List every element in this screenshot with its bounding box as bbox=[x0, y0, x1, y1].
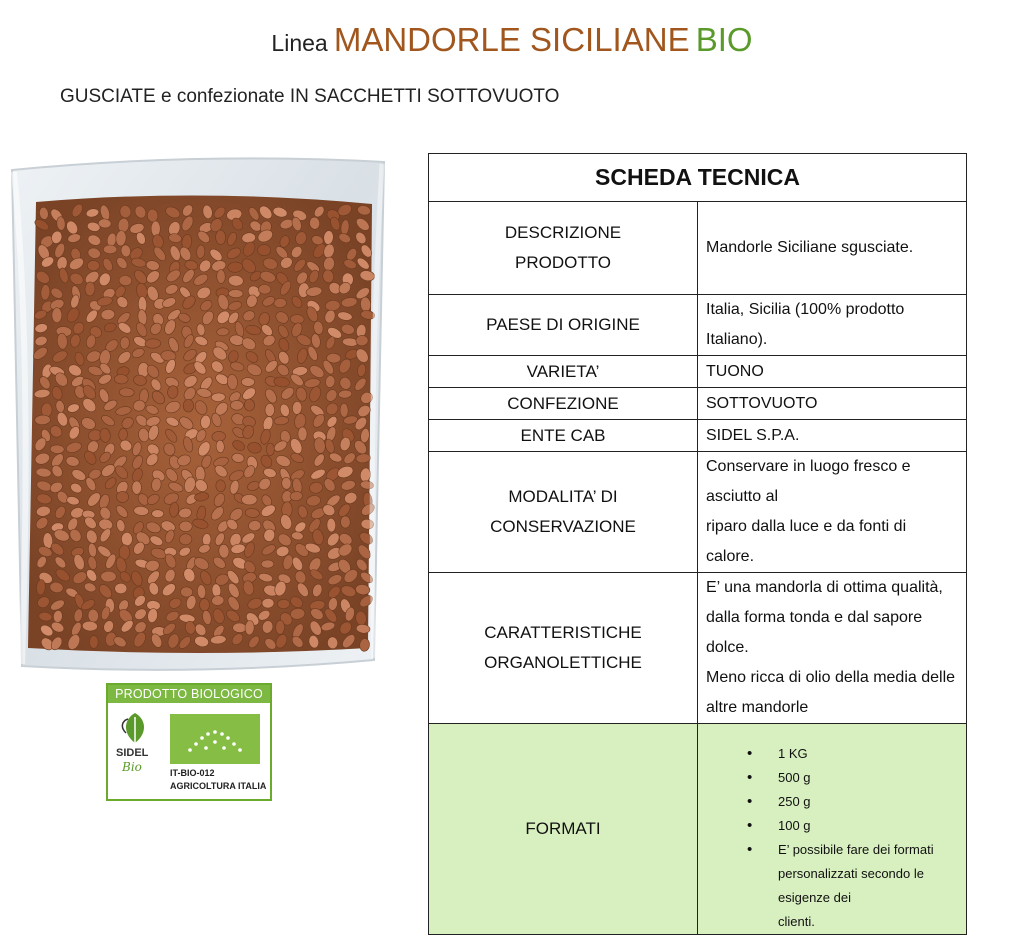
almond-shape bbox=[290, 314, 304, 323]
eu-star-icon bbox=[220, 732, 224, 736]
eu-star-icon bbox=[226, 736, 230, 740]
almond-shape bbox=[216, 269, 225, 283]
value-line: TUONO bbox=[706, 362, 764, 380]
label-line: PAESE DI ORIGINE bbox=[486, 315, 640, 334]
value-line: dalla forma tonda e dal sapore dolce. bbox=[706, 609, 923, 656]
eu-star-icon bbox=[238, 748, 242, 752]
note-line: • E’ possibile fare dei formati bbox=[778, 842, 934, 857]
almond-shape bbox=[265, 403, 275, 416]
sidel-leaf-icon bbox=[118, 711, 152, 745]
list-item: • 1 KG bbox=[778, 742, 956, 766]
row-label bbox=[429, 573, 698, 724]
almond-shape bbox=[233, 623, 247, 633]
row-label bbox=[429, 452, 698, 573]
value-line: riparo dalla luce e da fonti di calore. bbox=[706, 518, 907, 565]
table-row bbox=[429, 573, 967, 724]
almond-shape bbox=[89, 636, 98, 649]
value-line: Conservare in luogo fresco e asciutto al bbox=[706, 458, 911, 505]
row-label bbox=[429, 356, 698, 388]
certification-code: IT-BIO-012 bbox=[170, 768, 215, 778]
label-line: DESCRIZIONE bbox=[504, 223, 622, 242]
almond-shape bbox=[230, 400, 243, 410]
almond-shape bbox=[258, 284, 271, 294]
eu-star-icon bbox=[200, 736, 204, 740]
almond-shape bbox=[228, 289, 243, 297]
almond-shape bbox=[275, 620, 284, 634]
title-lead: Linea bbox=[271, 30, 328, 56]
title-product: MANDORLE SICILIANE bbox=[333, 21, 690, 58]
eu-star-icon bbox=[204, 746, 208, 750]
almond-bag-illustration bbox=[2, 152, 394, 676]
eu-organic-leaf-icon bbox=[170, 714, 260, 764]
row-value bbox=[698, 388, 967, 420]
sheet-title: SCHEDA TECNICA bbox=[429, 154, 967, 202]
value-line: SIDEL S.P.A. bbox=[706, 426, 800, 444]
list-item: • 500 g bbox=[778, 766, 956, 790]
almond-shape bbox=[261, 560, 274, 568]
value-line: Meno ricca di olio della media delle bbox=[706, 669, 956, 686]
almond-shape bbox=[145, 339, 161, 349]
almond-shape bbox=[103, 245, 117, 254]
technical-sheet-table bbox=[428, 153, 967, 935]
list-item: • 100 g bbox=[778, 814, 956, 838]
note-line: personalizzati secondo le esigenze dei bbox=[778, 866, 924, 905]
label-line: CARATTERISTICHE bbox=[484, 623, 642, 642]
almond-shape bbox=[151, 221, 160, 237]
list-item bbox=[778, 838, 956, 934]
eu-star-icon bbox=[188, 748, 192, 752]
badge-brand: SIDEL bbox=[116, 747, 149, 759]
label-line: MODALITA’ DI bbox=[508, 487, 618, 506]
value-line: altre mandorle bbox=[706, 699, 809, 716]
row-value bbox=[698, 452, 967, 573]
almond-shape bbox=[266, 443, 274, 455]
row-value bbox=[698, 573, 967, 724]
eu-star-icon bbox=[206, 732, 210, 736]
almond-shape bbox=[281, 477, 291, 489]
label-line: CONFEZIONE bbox=[507, 393, 619, 413]
almond-shape bbox=[215, 230, 225, 245]
value-line: Italia, Sicilia (100% prodotto Italiano). bbox=[706, 301, 905, 348]
page-title bbox=[0, 18, 1024, 66]
eu-star-icon bbox=[194, 742, 198, 746]
almond-shape bbox=[52, 308, 62, 323]
value-line: E’ una mandorla di ottima qualità, bbox=[706, 579, 943, 596]
table-row bbox=[429, 420, 967, 452]
almond-shape bbox=[132, 481, 142, 494]
eu-star-icon bbox=[232, 742, 236, 746]
almond-shape bbox=[116, 491, 129, 502]
almond-shape bbox=[152, 510, 164, 518]
almond-shape bbox=[115, 583, 127, 594]
almond-shape bbox=[298, 427, 307, 441]
label-line: VARIETA’ bbox=[526, 361, 600, 381]
row-value bbox=[698, 420, 967, 452]
badge-brand-sub: Bio bbox=[122, 760, 142, 774]
almond-shape bbox=[87, 260, 100, 271]
row-label bbox=[429, 388, 698, 420]
table-row bbox=[429, 202, 967, 295]
certification-country: AGRICOLTURA ITALIA bbox=[170, 781, 267, 791]
table-row bbox=[429, 452, 967, 573]
row-label bbox=[429, 295, 698, 356]
almond-shape bbox=[199, 599, 209, 612]
value-line: Mandorle Siciliane sgusciate. bbox=[706, 239, 914, 256]
almond-shape bbox=[340, 516, 350, 529]
page-subtitle: GUSCIATE e confezionate IN SACCHETTI SOTTOVUOTO bbox=[60, 86, 560, 107]
note-line: clienti. bbox=[778, 914, 815, 929]
almond-shape bbox=[241, 377, 254, 386]
table-row bbox=[429, 388, 967, 420]
almond-shape bbox=[242, 495, 258, 505]
row-value bbox=[698, 356, 967, 388]
table-row bbox=[429, 295, 967, 356]
value-line: SOTTOVUOTO bbox=[706, 394, 818, 412]
row-value bbox=[698, 202, 967, 295]
almond-shape bbox=[262, 598, 274, 608]
formats-row bbox=[429, 724, 967, 935]
label-line: PRODOTTO bbox=[514, 253, 612, 272]
formats-list bbox=[698, 742, 966, 934]
label-line: ENTE CAB bbox=[520, 425, 606, 445]
row-label bbox=[429, 420, 698, 452]
row-value bbox=[698, 295, 967, 356]
almond-shape bbox=[121, 532, 132, 546]
label-line: CONSERVAZIONE bbox=[490, 517, 636, 536]
row-label bbox=[429, 202, 698, 295]
organic-certification-badge bbox=[106, 683, 272, 801]
almond-shape bbox=[179, 521, 192, 532]
eu-star-icon bbox=[213, 740, 217, 744]
almond-shape bbox=[101, 571, 117, 582]
almond-shape bbox=[340, 403, 348, 417]
eu-star-icon bbox=[213, 730, 217, 734]
label-line: ORGANOLETTICHE bbox=[484, 653, 642, 672]
table-row bbox=[429, 356, 967, 388]
almond-shape bbox=[183, 399, 193, 412]
list-item: • 250 g bbox=[778, 790, 956, 814]
formats-label: FORMATI bbox=[429, 724, 698, 935]
formats-value bbox=[698, 724, 967, 935]
eu-star-icon bbox=[222, 746, 226, 750]
badge-heading: PRODOTTO BIOLOGICO bbox=[108, 685, 270, 703]
product-bag-image bbox=[2, 152, 394, 676]
title-bio: BIO bbox=[695, 21, 753, 58]
